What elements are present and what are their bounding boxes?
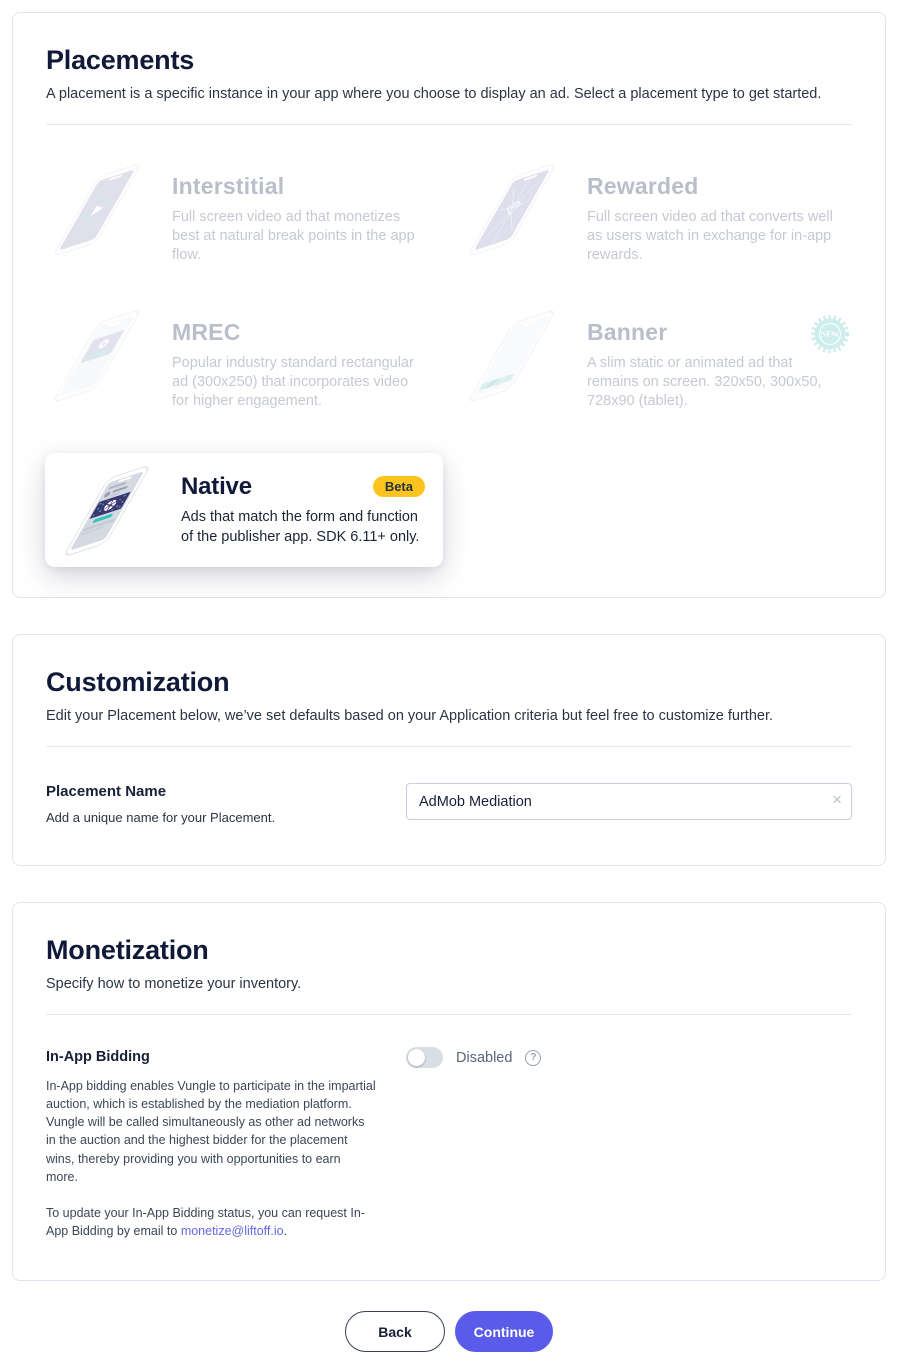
placement-type-rewarded[interactable] [461, 161, 852, 279]
in-app-bidding-status: Disabled [456, 1049, 513, 1066]
monetize-email-link[interactable]: monetize@liftoff.io [180, 1223, 284, 1238]
placement-type-native[interactable] [45, 453, 443, 567]
placements-title: Placements [46, 45, 195, 75]
placement-name-input[interactable] [406, 783, 852, 820]
placement-type-description: Full screen video ad that converts well as users watch in exchange for in-app rewards. [587, 209, 833, 264]
placement-name-help: Add a unique name for your Placement. [46, 810, 276, 825]
customization-subtitle: Edit your Placement below, we’ve set defaults based on your Application criteria but feel free to customize further. [46, 708, 774, 724]
divider [46, 124, 852, 125]
continue-button[interactable]: Continue [455, 1311, 553, 1352]
divider [46, 746, 852, 747]
banner-phone-icon [461, 307, 573, 403]
svg-text:NEW: NEW [820, 329, 840, 339]
rewarded-phone-icon [461, 161, 573, 257]
monetization-title: Monetization [46, 935, 209, 965]
placement-name-field-row [46, 783, 852, 825]
placements-section [12, 12, 886, 598]
beta-badge: Beta [373, 476, 425, 497]
placement-type-name: MREC [172, 319, 241, 345]
clear-input-icon[interactable]: × [832, 790, 842, 809]
in-app-bidding-row [46, 1049, 852, 1240]
placement-type-name: Rewarded [587, 173, 699, 199]
customization-title: Customization [46, 667, 230, 697]
footer-actions [0, 1311, 898, 1352]
customization-section [12, 634, 886, 866]
in-app-bidding-label: In-App Bidding [46, 1049, 150, 1065]
back-button[interactable]: Back [345, 1311, 445, 1352]
placement-name-label: Placement Name [46, 783, 167, 800]
divider [46, 1014, 852, 1015]
placement-type-description: Full screen video ad that monetizes best at natural break points in the app flow. [172, 209, 415, 264]
placement-type-description: Ads that match the form and function of the publisher app. SDK 6.11+ only. [181, 508, 420, 545]
interstitial-phone-icon [46, 161, 158, 257]
new-badge-icon [810, 314, 850, 354]
in-app-bidding-description: In-App bidding enables Vungle to participate in the impartial auction, which is established by the mediation platform. Vungle will be called simultaneously as other ad networks in the auction and the highest bidder for the placement wins, thereby providing you with opportunities to earn more. [46, 1079, 376, 1184]
placement-type-name: Interstitial [172, 173, 285, 199]
placement-type-interstitial[interactable] [46, 161, 443, 279]
placement-type-name: Banner [587, 319, 668, 345]
placement-type-description: Popular industry standard rectangular ad (300x250) that incorporates video for higher engagement. [172, 355, 414, 410]
placement-type-grid [46, 161, 852, 567]
monetization-subtitle: Specify how to monetize your inventory. [46, 976, 302, 992]
help-icon[interactable]: ? [525, 1050, 541, 1066]
in-app-bidding-note: To update your In-App Bidding status, you can request In-App Bidding by email to monetize@liftoff.io. [46, 1205, 365, 1238]
in-app-bidding-toggle[interactable] [406, 1047, 443, 1068]
placement-type-name: Native [181, 472, 252, 500]
placement-type-description: A slim static or animated ad that remains on screen. 320x50, 300x50, 728x90 (tablet). [587, 355, 822, 410]
monetization-section [12, 902, 886, 1281]
native-phone-icon [57, 463, 167, 557]
toggle-knob [408, 1049, 425, 1066]
placement-type-banner[interactable] [461, 307, 852, 425]
placement-type-mrec[interactable] [46, 307, 443, 425]
placements-subtitle: A placement is a specific instance in your app where you choose to display an ad. Select a placement type to get started. [46, 86, 822, 102]
mrec-phone-icon [46, 307, 158, 403]
